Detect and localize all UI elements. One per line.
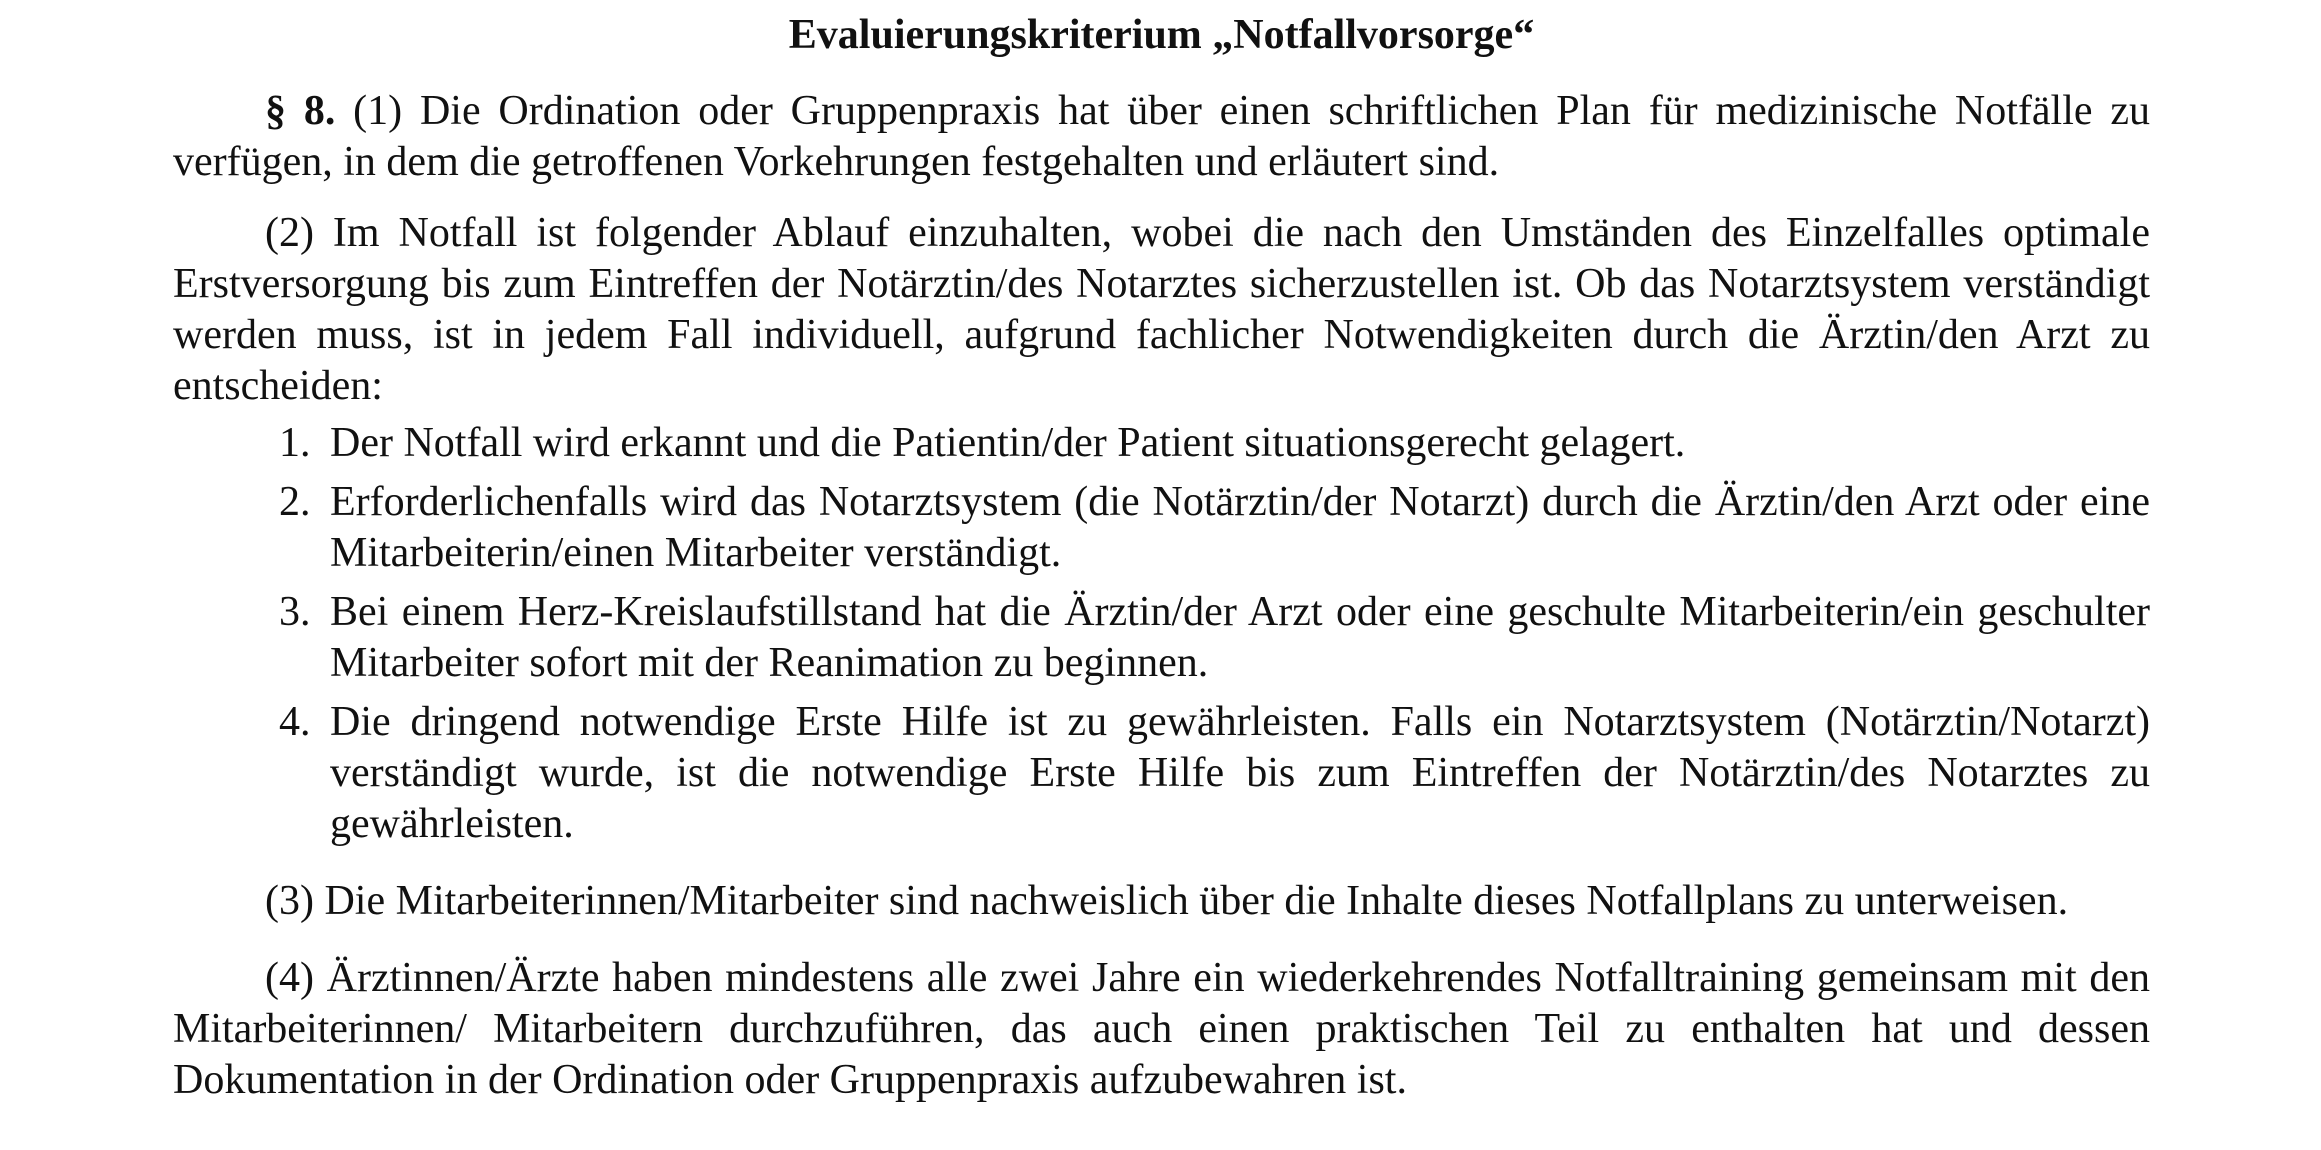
list-item <box>173 477 2150 579</box>
list-item <box>173 587 2150 689</box>
paragraph-4: (4) Ärztinnen/Ärzte haben mindestens alle zwei Jahre ein wiederkehrendes Notfalltraining gemeinsam mit den Mitarbeiterinnen/ Mitarbeitern durchzuführen, das auch einen praktischen Teil zu enthalten hat und dessen Dokumentation in der Ordination oder Gruppenpraxis aufzubewahren ist. <box>173 955 2150 1103</box>
section-number: § 8. <box>265 88 336 134</box>
list-item-text: Erforderlichenfalls wird das Notarztsystem (die Notärztin/der Notarzt) durch die Ärztin/den Arzt oder eine Mitarbeiterin/einen Mitarbeiter verständigt. <box>330 479 2150 576</box>
list-item-number: 3. <box>279 589 311 635</box>
list-item-text: Die dringend notwendige Erste Hilfe ist zu gewährleisten. Falls ein Notarztsystem (Notärztin/Notarzt) verständigt wurde, ist die notwendige Erste Hilfe bis zum Eintreffen der Notärztin/des Notarztes zu gewährleisten. <box>330 699 2150 847</box>
document-page <box>173 0 2150 1106</box>
paragraph-1-text: (1) Die Ordination oder Gruppenpraxis hat über einen schriftlichen Plan für medizinische Notfälle zu verfügen, in dem die getroffenen Vorkehrungen festgehalten und erläutert sind. <box>173 88 2150 185</box>
list-item-text: Der Notfall wird erkannt und die Patientin/der Patient situationsgerecht gelagert. <box>330 420 1686 466</box>
list-item-number: 1. <box>279 420 311 466</box>
list-item-text: Bei einem Herz-Kreislaufstillstand hat die Ärztin/der Arzt oder eine geschulte Mitarbeiterin/ein geschulter Mitarbeiter sofort mit der Reanimation zu beginnen. <box>330 589 2150 686</box>
paragraph-2: (2) Im Notfall ist folgender Ablauf einzuhalten, wobei die nach den Umständen des Einzelfalles optimale Erstversorgung bis zum Eintreffen der Notärztin/des Notarztes sicherzustellen ist. Ob das Notarztsystem verständigt werden muss, ist in jedem Fall individuell, aufgrund fachlicher Notwendigkeiten durch die Ärztin/den Arzt zu entscheiden: <box>173 210 2150 409</box>
list-item-number: 2. <box>279 479 311 525</box>
list-item <box>173 697 2150 850</box>
list-item-number: 4. <box>279 699 311 745</box>
list-item <box>173 418 2150 469</box>
procedure-list <box>173 418 2150 850</box>
document-title: Evaluierungskriterium „Notfallvorsorge“ <box>788 12 1535 58</box>
paragraph-3: (3) Die Mitarbeiterinnen/Mitarbeiter sind nachweislich über die Inhalte dieses Notfallplans zu unterweisen. <box>265 878 2069 924</box>
paragraph-1 <box>173 86 2150 188</box>
